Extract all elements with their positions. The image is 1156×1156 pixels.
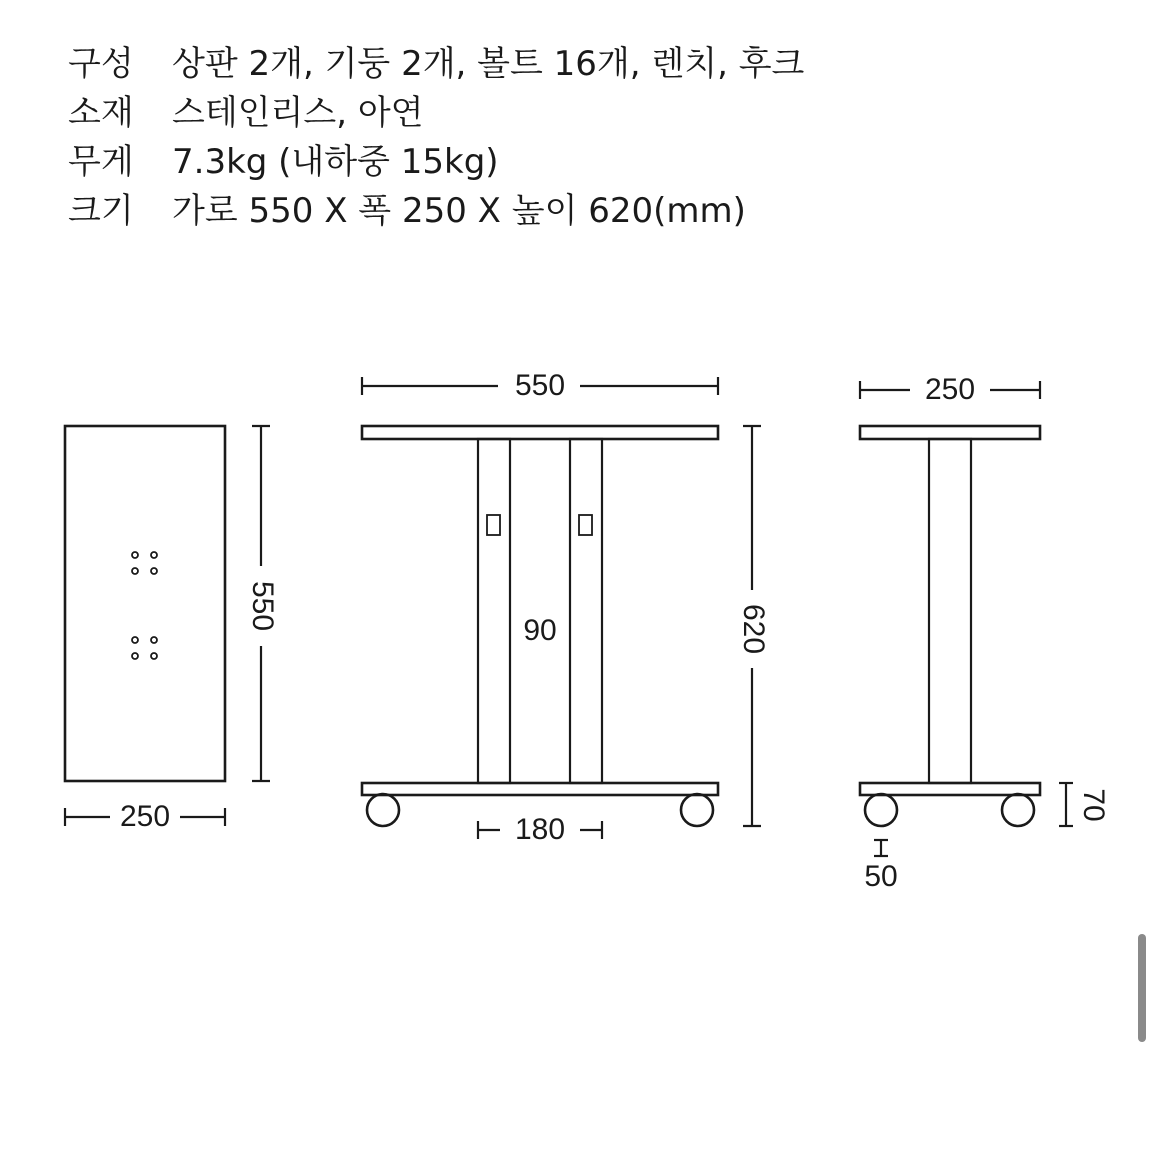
spec-value: 7.3kg (내하중 15kg) bbox=[172, 142, 499, 182]
front-wheel-left bbox=[367, 794, 399, 826]
side-wheel-right bbox=[1002, 794, 1034, 826]
spec-key: 무게 bbox=[68, 142, 134, 182]
spec-value: 상판 2개, 기둥 2개, 볼트 16개, 렌치, 후크 bbox=[172, 44, 805, 84]
side-depth-label: 250 bbox=[924, 372, 976, 406]
column-span-label: 180 bbox=[514, 812, 566, 846]
spec-key: 크기 bbox=[68, 191, 134, 231]
front-wheel-right bbox=[681, 794, 713, 826]
spec-value: 스테인리스, 아연 bbox=[172, 93, 424, 133]
bolt-holes bbox=[132, 552, 157, 659]
side-wheel-left bbox=[865, 794, 897, 826]
spec-value: 가로 550 X 폭 250 X 높이 620(mm) bbox=[172, 191, 746, 231]
front-column-right bbox=[570, 439, 602, 783]
base-height-dimension-line bbox=[1059, 783, 1073, 826]
front-view bbox=[362, 369, 770, 846]
side-base-plate bbox=[860, 783, 1040, 795]
front-hook-slot-left bbox=[487, 515, 500, 535]
front-tabletop bbox=[362, 426, 718, 439]
tabletop-outline bbox=[65, 426, 225, 781]
front-hook-slot-right bbox=[579, 515, 592, 535]
scrollbar-thumb[interactable] bbox=[1138, 934, 1146, 1042]
top-width-label: 250 bbox=[119, 799, 171, 833]
spec-key: 구성 bbox=[68, 44, 134, 84]
column-gap-label: 90 bbox=[523, 613, 557, 647]
front-height-label: 620 bbox=[737, 603, 771, 655]
base-height-label: 70 bbox=[1077, 788, 1111, 822]
wheel-dimension-line bbox=[874, 840, 888, 856]
spec-key: 소재 bbox=[68, 93, 134, 133]
wheel-label: 50 bbox=[864, 859, 898, 893]
side-column bbox=[929, 439, 971, 783]
top-view bbox=[65, 426, 279, 833]
side-view bbox=[860, 373, 1110, 893]
front-base-plate bbox=[362, 783, 718, 795]
top-length-label: 550 bbox=[246, 580, 280, 632]
front-width-label: 550 bbox=[514, 368, 566, 402]
front-column-left bbox=[478, 439, 510, 783]
side-tabletop bbox=[860, 426, 1040, 439]
